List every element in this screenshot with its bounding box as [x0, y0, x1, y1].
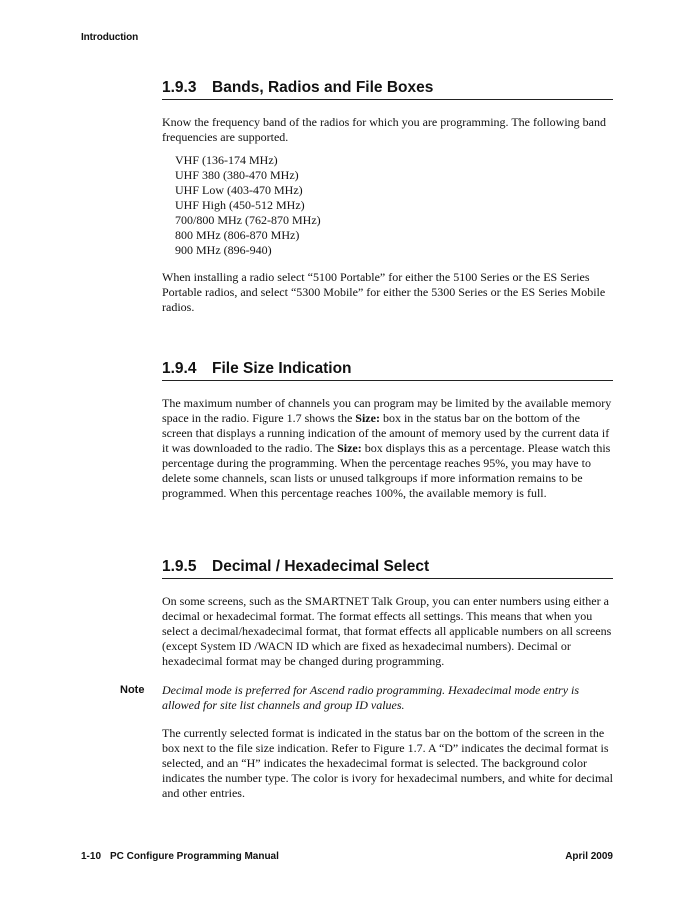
section-heading — [162, 359, 613, 381]
decimal-hex-paragraph: On some screens, such as the SMARTNET Talk Group, you can enter numbers using either a decimal or hexadecimal format. The format effects all settings. This means that when you select a decimal/hexadecimal format, that format effects all applicable numbers on all screens (except System ID /WACN ID which are fixed as hexadecimal numbers). Decimal or hexadecimal format may be changed during programming. — [162, 594, 612, 668]
band-item: UHF Low (403-470 MHz) — [175, 183, 303, 197]
section-title: File Size Indication — [212, 360, 352, 377]
bands-intro-paragraph: Know the frequency band of the radios for which you are programming. The following band frequencies are supported. — [162, 115, 606, 144]
size-label: Size: — [355, 411, 380, 425]
section-heading — [162, 557, 613, 579]
section-number: 1.9.4 — [162, 360, 197, 377]
section-heading — [162, 78, 613, 100]
section-number: 1.9.3 — [162, 79, 197, 96]
file-size-paragraph — [162, 396, 613, 501]
band-item: 900 MHz (896-940) — [175, 243, 272, 257]
footer-page-number: 1-10 — [81, 851, 102, 862]
band-list — [162, 153, 475, 258]
format-indicator-paragraph: The currently selected format is indicated in the status bar on the bottom of the screen in the box next to the file size indication. Refer to Figure 1.7. A “D” indicates the decimal format is selected, and an “H” indicates the hexadecimal format is selected. The background color indicates the number type. The color is ivory for hexadecimal numbers, and white for decimal and other entries. — [162, 726, 613, 800]
band-item: UHF 380 (380-470 MHz) — [175, 168, 299, 182]
radio-install-paragraph: When installing a radio select “5100 Portable” for either the 5100 Series or the ES Series Portable radios, and select “5300 Mobile” for either the 5300 Series or the ES Series Mobile radios. — [162, 270, 606, 314]
footer-manual-title: PC Configure Programming Manual — [110, 851, 279, 862]
band-item: 800 MHz (806-870 MHz) — [175, 228, 300, 242]
section-title: Bands, Radios and File Boxes — [212, 79, 434, 96]
band-item: 700/800 MHz (762-870 MHz) — [175, 213, 321, 227]
section-1-9-5 — [162, 557, 613, 579]
text-run: box displays this as a percentage. Please watch this percentage during the programming. When the percentage reaches 95%, you may have to delete some channels, scan lists or unused talkgroups if more information remains to be programmed. When this percentage reaches 100%, the available memory is full. — [162, 441, 611, 500]
note-label: Note — [120, 684, 145, 696]
text-run: The maximum number of channels you can program may be limited by the available memory space in the radio. Figure 1.7 shows the — [162, 396, 612, 425]
band-item: UHF High (450-512 MHz) — [175, 198, 305, 212]
band-item: VHF (136-174 MHz) — [175, 153, 278, 167]
section-1-9-4 — [162, 359, 613, 381]
section-number: 1.9.5 — [162, 558, 197, 575]
running-head: Introduction — [81, 32, 139, 43]
size-label: Size: — [337, 441, 362, 455]
note-text: Decimal mode is preferred for Ascend radio programming. Hexadecimal mode entry is allowed for site list channels and group ID values. — [162, 683, 580, 712]
text-run: box in the status bar on the bottom of the screen that displays a running indication of the amount of memory used by the current data if it was downloaded to the radio. The — [162, 411, 610, 455]
section-1-9-3 — [162, 78, 613, 100]
section-title: Decimal / Hexadecimal Select — [212, 558, 430, 575]
footer-date: April 2009 — [565, 851, 613, 862]
